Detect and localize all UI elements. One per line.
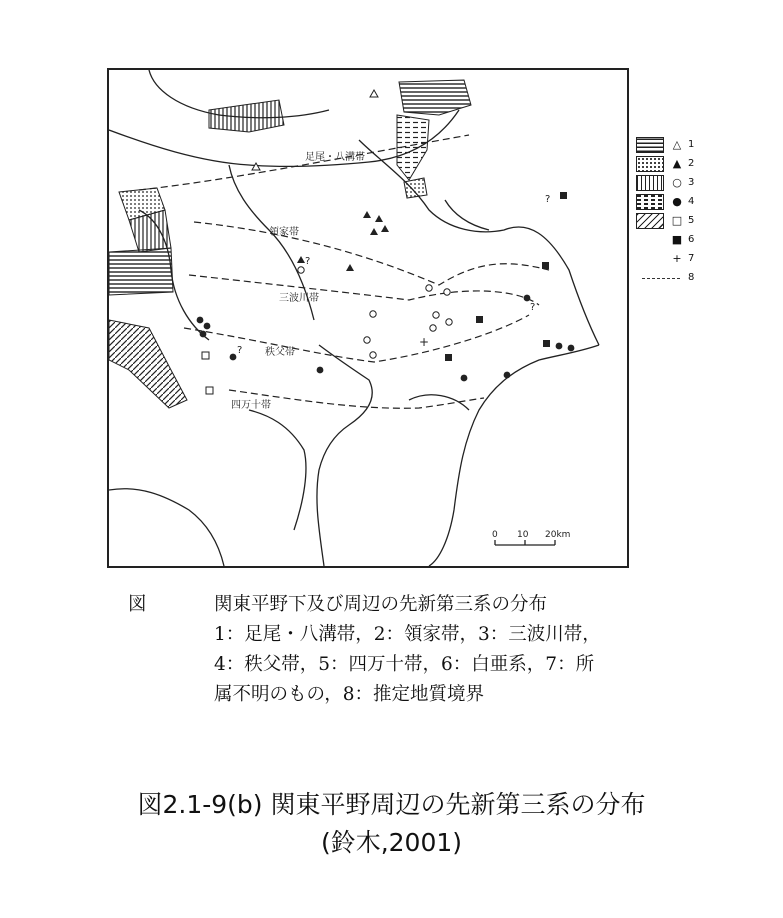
- geologic-units: [109, 80, 471, 408]
- point-type-3: [426, 285, 432, 291]
- legend-item-7: [636, 250, 716, 269]
- legend-number: 7: [688, 253, 695, 264]
- legend-number: 1: [688, 139, 695, 150]
- point-type-4: [317, 367, 324, 374]
- filled-square-icon: ■: [671, 233, 683, 246]
- legend-number: 3: [688, 177, 695, 188]
- point-symbols: [197, 90, 575, 394]
- scale-tick-10: 10: [517, 530, 529, 540]
- legend-swatch-vertical-lines: [636, 175, 664, 191]
- scale-tick-0: 0: [492, 530, 498, 540]
- scale-tick-20km: 20km: [545, 530, 571, 540]
- zone-label-chichibu: 秩父帯: [265, 347, 295, 358]
- point-type-2: [381, 225, 389, 232]
- map-canvas: [109, 70, 627, 566]
- point-type-1: [252, 163, 260, 170]
- zone-label-ashio-yamizo: 足尾・八溝帯: [305, 152, 365, 163]
- point-type-3: [444, 289, 450, 295]
- point-type-4: [197, 317, 204, 324]
- point-type-2: [370, 228, 378, 235]
- point-type-6: [476, 316, 483, 323]
- point-type-3: [298, 267, 304, 273]
- point-type-3: [364, 337, 370, 343]
- point-type-3: [370, 352, 376, 358]
- scale-bar: [492, 530, 570, 545]
- point-type-6: [445, 354, 452, 361]
- caption-legend-text-2: 4：秩父帯，5：四万十帯，6：白亜系，7：所: [214, 654, 595, 675]
- legend-item-1: [636, 136, 716, 155]
- point-type-4: [556, 343, 563, 350]
- open-square-icon: □: [671, 214, 683, 227]
- zone-label-shimanto: 四万十帯: [231, 400, 271, 411]
- map-legend: [636, 136, 716, 288]
- legend-swatch-diagonal-lines: [636, 213, 664, 229]
- point-type-6: [543, 340, 550, 347]
- point-type-4: [204, 323, 211, 330]
- coastline: [109, 70, 599, 566]
- figure-title: 図2.1-9(b) 関東平野周辺の先新第三系の分布: [137, 790, 646, 819]
- zone-label-sanbagawa: 三波川帯: [279, 293, 319, 304]
- point-type-3: [430, 325, 436, 331]
- legend-swatch-horizontal-lines: [636, 137, 664, 153]
- legend-swatch-dots: [636, 156, 664, 172]
- legend-item-6: [636, 231, 716, 250]
- figure-source: (鈴木,2001): [320, 828, 463, 857]
- open-triangle-icon: △: [672, 138, 682, 151]
- legend-item-4: [636, 193, 716, 212]
- point-type-2: [363, 211, 371, 218]
- inferred-boundaries: [139, 135, 549, 408]
- legend-item-3: [636, 174, 716, 193]
- point-type-2: [297, 256, 305, 263]
- caption-title: 関東平野下及び周辺の先新第三系の分布: [214, 594, 548, 615]
- uncertain-point-label: ?: [305, 256, 311, 267]
- legend-number: 5: [688, 215, 695, 226]
- point-type-3: [433, 312, 439, 318]
- point-type-4: [524, 295, 531, 302]
- dashed-line-icon: [642, 278, 680, 279]
- uncertain-point-label: ?: [530, 302, 536, 313]
- filled-circle-icon: ●: [672, 195, 682, 208]
- point-type-5: [202, 352, 209, 359]
- point-type-7: +: [419, 335, 430, 349]
- point-type-4: [200, 331, 207, 338]
- caption-label: 図: [128, 594, 147, 615]
- cross-icon: +: [672, 252, 682, 265]
- uncertain-point-label: ?: [237, 345, 243, 356]
- legend-number: 6: [688, 234, 695, 245]
- point-type-2: [346, 264, 354, 271]
- legend-item-8: [636, 269, 716, 288]
- legend-swatch-dashes: [636, 194, 664, 210]
- point-type-5: [206, 387, 213, 394]
- point-type-3: [370, 311, 376, 317]
- uncertain-point-label: ?: [545, 194, 551, 205]
- legend-number: 2: [688, 158, 695, 169]
- point-type-2: [375, 215, 383, 222]
- caption-legend-text-3: 属不明のもの，8：推定地質境界: [214, 684, 485, 705]
- caption-body: [214, 590, 664, 710]
- open-circle-icon: ○: [672, 176, 682, 189]
- point-type-6: [542, 262, 549, 269]
- legend-number: 8: [688, 272, 695, 283]
- zone-label-ryoke: 領家帯: [269, 227, 299, 238]
- legend-item-5: [636, 212, 716, 231]
- point-type-3: [446, 319, 452, 325]
- legend-number: 4: [688, 196, 695, 207]
- point-type-4: [461, 375, 468, 382]
- point-type-1: [370, 90, 378, 97]
- caption-legend-text-1: 1：足尾・八溝帯，2：領家帯，3：三波川帯，: [214, 624, 601, 645]
- filled-triangle-icon: ▲: [672, 157, 682, 170]
- point-type-4: [568, 345, 575, 352]
- geologic-map: [107, 68, 629, 568]
- point-type-4: [230, 354, 237, 361]
- legend-item-2: [636, 155, 716, 174]
- point-type-4: [504, 372, 511, 379]
- point-type-6: [560, 192, 567, 199]
